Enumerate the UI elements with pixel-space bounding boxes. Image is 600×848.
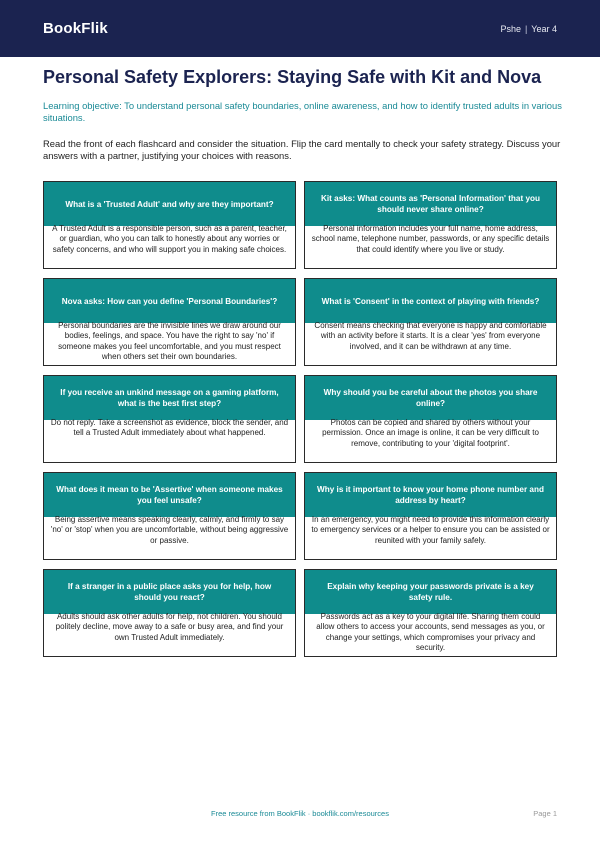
flashcard-grid <box>43 181 557 657</box>
learning-objective: Learning objective: To understand personal safety boundaries, online awareness, and how to identify trusted adults in various situations. <box>43 100 562 124</box>
flashcard-back: In an emergency, you might need to provide this information clearly to emergency services or a helper to ensure you can be assisted or reunited with your family safely. <box>311 515 550 545</box>
flashcard-front: Explain why keeping your passwords private is a key safety rule. <box>305 570 556 614</box>
page-footer <box>0 809 600 823</box>
subject-year-label <box>500 24 557 34</box>
flashcard-back: Photos can be copied and shared by others without your permission. Once an image is online, it can be very difficult to remove, contributing to your 'digital footprint'. <box>322 418 539 448</box>
flashcard <box>304 375 557 463</box>
flashcard-front: What does it mean to be 'Assertive' when someone makes you feel unsafe? <box>44 473 295 517</box>
flashcard <box>304 472 557 560</box>
flashcard-front: What is a 'Trusted Adult' and why are they important? <box>44 182 295 226</box>
brand-logo: BookFlik <box>43 20 108 37</box>
flashcard <box>43 278 296 366</box>
flashcard-back: Being assertive means speaking clearly, calmly, and firmly to say 'no' or 'stop' when you are uncomfortable, without being aggressive or passive. <box>50 515 289 545</box>
flashcard <box>43 181 296 269</box>
footer-credit-link[interactable]: Free resource from BookFlik · bookflik.com/resources <box>211 809 389 818</box>
flashcard-front: Kit asks: What counts as 'Personal Information' that you should never share online? <box>305 182 556 226</box>
flashcard-front: If a stranger in a public place asks you for help, how should you react? <box>44 570 295 614</box>
flashcard-front: What is 'Consent' in the context of playing with friends? <box>305 279 556 323</box>
flashcard <box>304 569 557 657</box>
meta-separator: | <box>524 23 528 34</box>
flashcard <box>43 569 296 657</box>
instructions: Read the front of each flashcard and consider the situation. Flip the card mentally to check your safety strategy. Discuss your answers with a partner, justifying your choices with reasons. <box>43 138 561 162</box>
flashcard <box>304 181 557 269</box>
page-title: Personal Safety Explorers: Staying Safe with Kit and Nova <box>43 67 542 87</box>
flashcard <box>43 375 296 463</box>
subject-label: Pshe <box>500 23 521 34</box>
flashcard-back: Do not reply. Take a screenshot as evidence, block the sender, and tell a Trusted Adult immediately about what happened. <box>50 418 289 438</box>
flashcard-front: Why should you be careful about the photos you share online? <box>305 376 556 420</box>
flashcard-back: Passwords act as a key to your digital life. Sharing them could allow others to access your accounts, send messages as you, or change your settings, which compromises your privacy and security. <box>316 612 545 653</box>
flashcard-back: Personal boundaries are the invisible lines we draw around our bodies, feelings, and space. You have the right to say 'no' if someone makes you feel uncomfortable, and you must respect when others set their own boundaries. <box>58 321 281 362</box>
flashcard-front: If you receive an unkind message on a gaming platform, what is the best first step? <box>44 376 295 420</box>
flashcard <box>304 278 557 366</box>
page-number: Page 1 <box>533 809 557 818</box>
top-banner <box>0 0 600 57</box>
flashcard-front: Nova asks: How can you define 'Personal Boundaries'? <box>44 279 295 323</box>
flashcard <box>43 472 296 560</box>
flashcard-back: Adults should ask other adults for help, not children. You should politely decline, move away to a safe or busy area, and find your own Trusted Adult immediately. <box>55 612 284 642</box>
flashcard-back: Consent means checking that everyone is happy and comfortable with an activity before it starts. It is a clear 'yes' from everyone involved, and it can be withdrawn at any time. <box>314 321 547 351</box>
flashcard-front: Why is it important to know your home phone number and address by heart? <box>305 473 556 517</box>
flashcard-back: Personal information includes your full name, home address, school name, telephone number, passwords, or any specific details that could identify where you live or study. <box>311 224 550 254</box>
year-label: Year 4 <box>531 23 557 34</box>
flashcard-back: A Trusted Adult is a responsible person, such as a parent, teacher, or guardian, who you can talk to honestly about any worries or safety concerns, and who will support you in making safe choices. <box>52 224 287 254</box>
